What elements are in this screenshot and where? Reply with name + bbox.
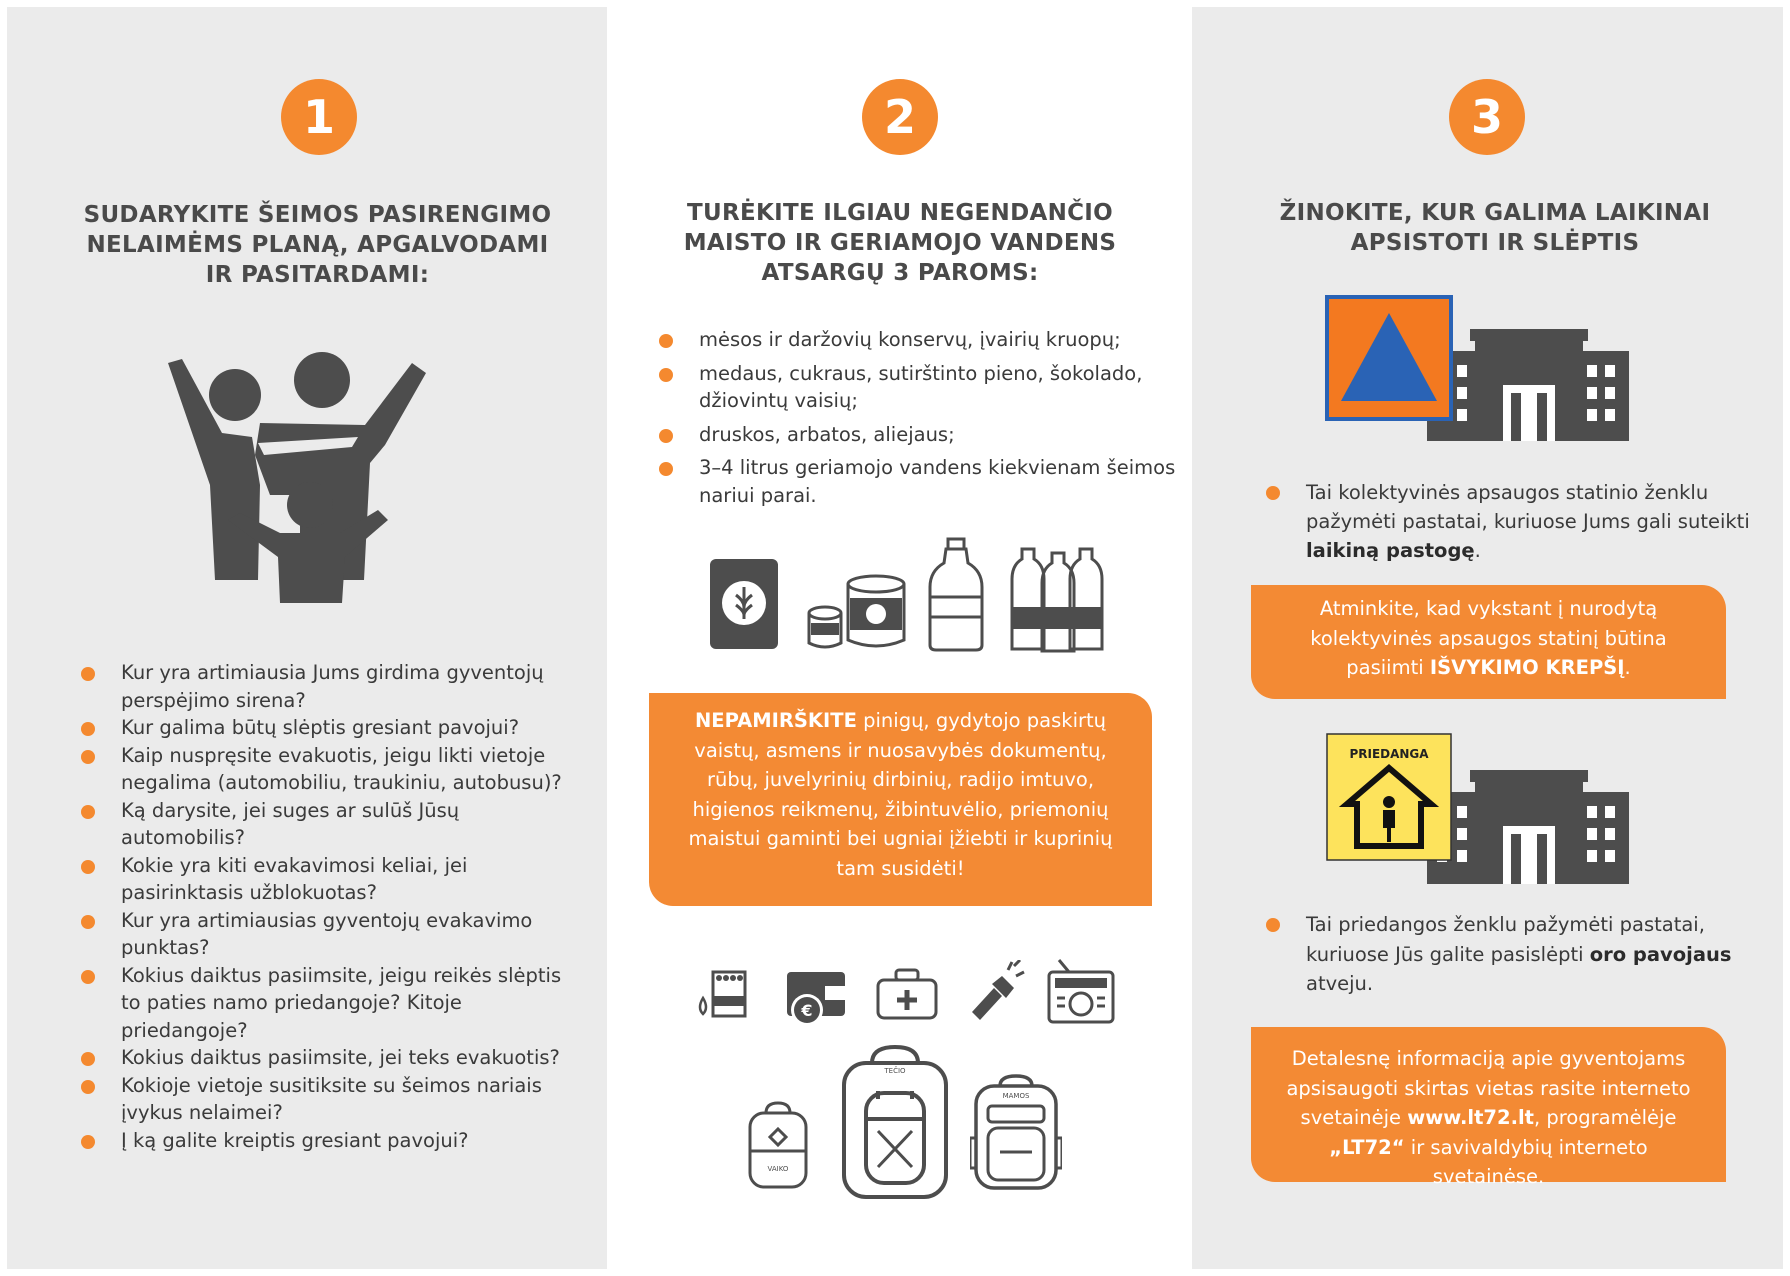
- step-number-1: 1: [281, 79, 357, 155]
- mother-bag-label: MAMOS: [1002, 1092, 1030, 1100]
- list-item: Kur yra artimiausias gyventojų evakavimo punktas?: [81, 907, 586, 962]
- info-box: Detalesnę informaciją apie gyventojams apsisaugoti skirtas vietas rasite interneto svetainėje www.lt72.lt, programėlėje „LT72“ ir savivaldybių interneto svetainėse.: [1251, 1027, 1726, 1182]
- civil-protection-building-icon: [1325, 295, 1635, 445]
- grain-bag-icon: [708, 555, 780, 651]
- heading-family-plan: SUDARYKITE ŠEIMOS PASIRENGIMO NELAIMĖMS PLANĄ, APGALVODAMI IR PASITARDAMI:: [83, 202, 552, 288]
- first-aid-kit-icon: [876, 968, 938, 1020]
- lt72-website-link[interactable]: www.lt72.lt: [1407, 1106, 1534, 1129]
- flashlight-icon: [968, 960, 1026, 1022]
- matches-lighter-icon: [695, 970, 747, 1020]
- radio-icon: [1047, 958, 1115, 1024]
- list-item: Kokius daiktus pasiimsite, jeigu reikės slėptis to paties namo priedangoje? Kitoje priedangoje?: [81, 962, 586, 1045]
- list-item: Kokius daiktus pasiimsite, jei teks evakuotis?: [81, 1044, 586, 1072]
- list-item: Kur yra artimiausia Jums girdima gyventojų perspėjimo sirena?: [81, 659, 586, 714]
- shelter-sign-label: PRIEDANGA: [1349, 747, 1429, 761]
- step-number-2: 2: [862, 79, 938, 155]
- lt72-app-name: „LT72“: [1329, 1135, 1405, 1159]
- list-item: Kaip nuspręsite evakuotis, jeigu likti vietoje negalima (automobiliu, traukiniu, autobusu)?: [81, 742, 586, 797]
- list-item: Į ką galite kreiptis gresiant pavojui?: [81, 1127, 586, 1155]
- collective-shelter-note: Tai kolektyvinės apsaugos statinio ženklu pažymėti pastatai, kuriuose Jums gali suteikti laikiną pastogę.: [1266, 478, 1766, 565]
- shelter-building-icon: [1325, 732, 1635, 887]
- father-bag-label: TEČIO: [884, 1067, 906, 1075]
- meat-can-icon: [845, 574, 907, 652]
- food-supplies-list: [659, 326, 1179, 509]
- family-icon: [160, 345, 430, 605]
- svg-text:€: €: [801, 1001, 813, 1020]
- small-can-icon: [806, 605, 844, 651]
- child-backpack-icon: [742, 1101, 814, 1189]
- father-backpack-icon: [836, 1043, 954, 1201]
- heading-shelter: ŽINOKITE, KUR GALIMA LAIKINAI APSISTOTI IR SLĖPTIS: [1279, 200, 1711, 256]
- list-item: Kokioje vietoje susitiksite su šeimos nariais įvykus nelaimei?: [81, 1072, 586, 1127]
- child-bag-label: VAIKO: [767, 1165, 789, 1173]
- reminder-box-supplies: NEPAMIRŠKITE pinigų, gydytojo paskirtų vaistų, asmens ir nuosavybės dokumentų, rūbų, juvelyrinių dirbinių, radijo imtuvo, higienos reikmenų, žibintuvėlio, priemonių maistui gaminti bei ugniai įžiebti ir kuprinių tam susidėti!: [649, 693, 1152, 906]
- list-item: mėsos ir daržovių konservų, įvairių kruopų;: [659, 326, 1179, 354]
- list-item: Kur galima būtų slėptis gresiant pavojui?: [81, 714, 586, 742]
- step-number-3: 3: [1449, 79, 1525, 155]
- list-item: medaus, cukraus, sutirštinto pieno, šokolado, džiovintų vaisių;: [659, 360, 1179, 415]
- shelter-note: Tai priedangos ženklu pažymėti pastatai, kuriuose Jūs galite pasislėpti oro pavojaus atveju.: [1266, 910, 1766, 999]
- wallet-icon: [785, 970, 847, 1028]
- list-item: druskos, arbatos, aliejaus;: [659, 421, 1179, 449]
- list-item: Kokie yra kiti evakavimosi keliai, jei pasirinktasis užblokuotas?: [81, 852, 586, 907]
- list-item: Ką darysite, jei suges ar sulūš Jūsų automobilis?: [81, 797, 586, 852]
- family-plan-list: [81, 659, 586, 1154]
- water-bottles-pack-icon: [1010, 545, 1105, 655]
- list-item: 3–4 litrus geriamojo vandens kiekvienam šeimos nariui parai.: [659, 454, 1179, 509]
- reminder-box-bag: Atminkite, kad vykstant į nurodytą kolektyvinės apsaugos statinį būtina pasiimti IŠVYKIMO KREPŠĮ.: [1251, 585, 1726, 699]
- mother-backpack-icon: [970, 1072, 1062, 1190]
- water-bottle-icon: [928, 537, 984, 652]
- heading-food-supplies: TURĖKITE ILGIAU NEGENDANČIO MAISTO IR GERIAMOJO VANDENS ATSARGŲ 3 PAROMS:: [683, 200, 1117, 286]
